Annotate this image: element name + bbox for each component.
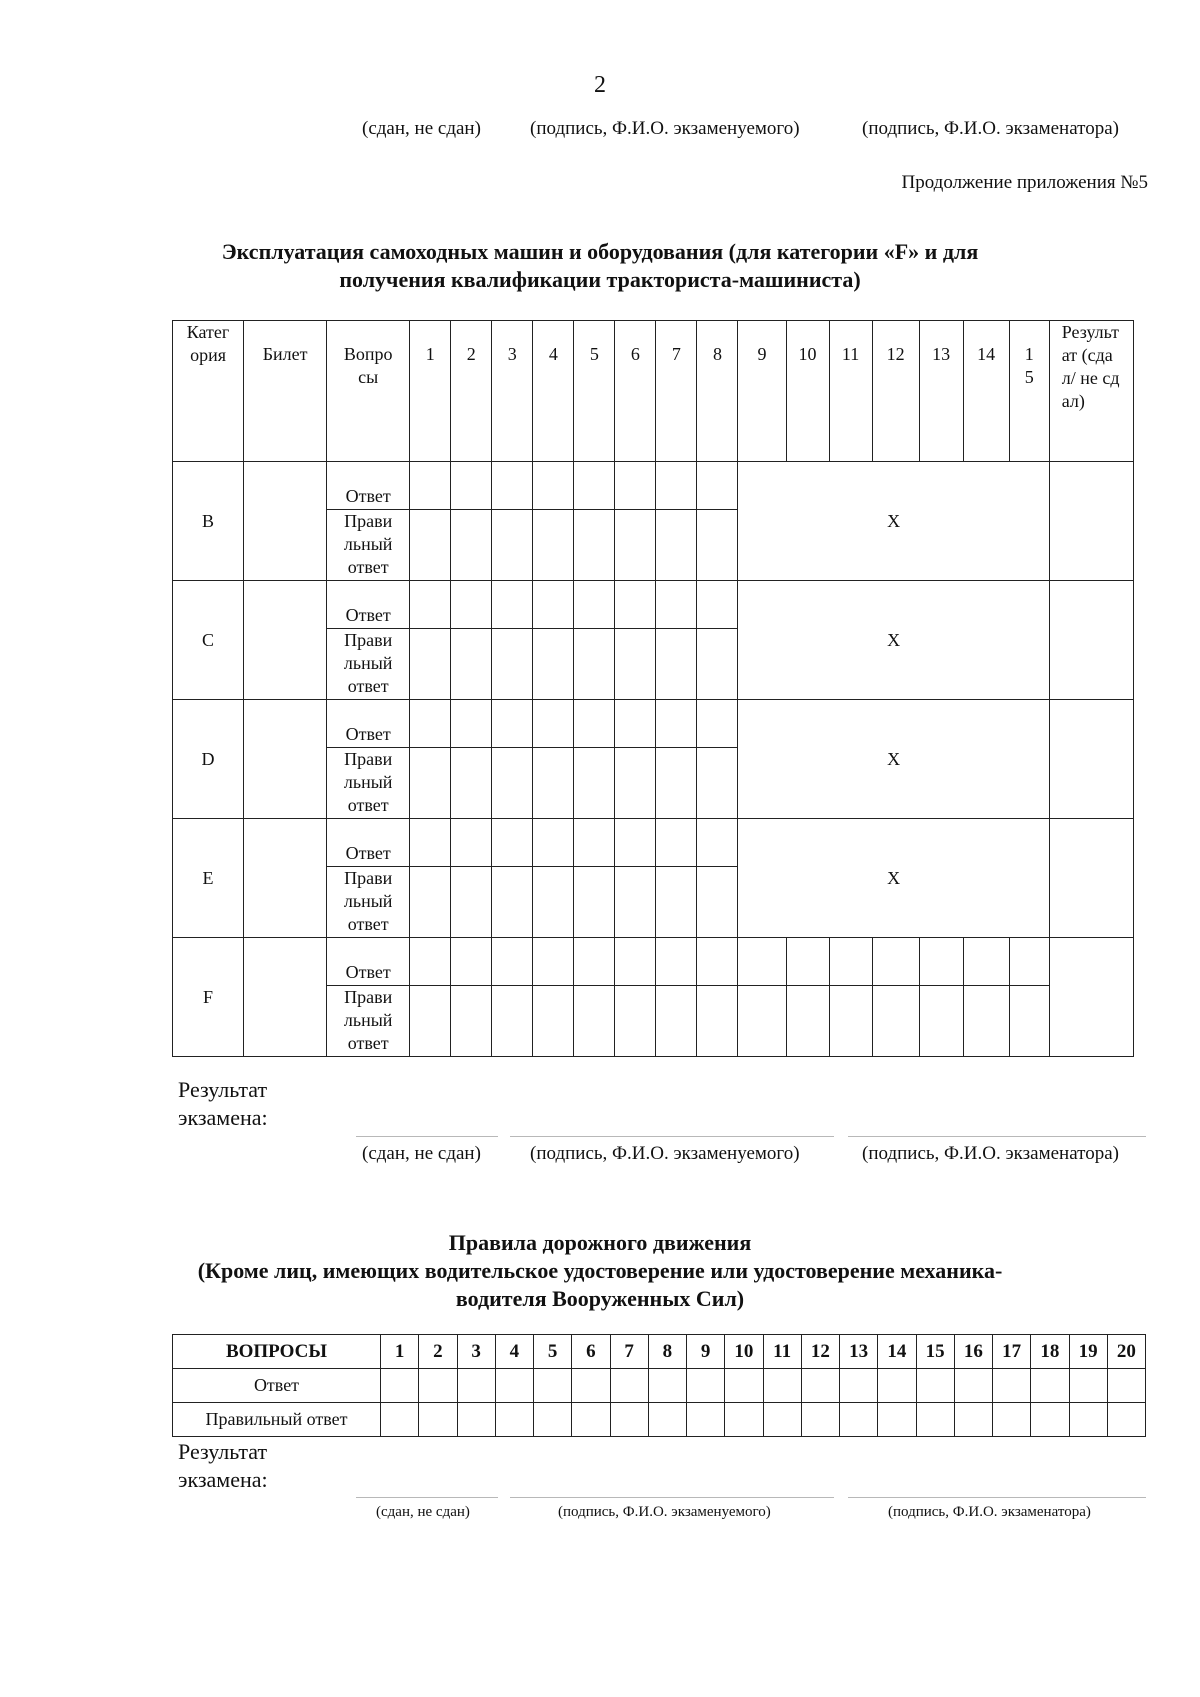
correct-answer-cell[interactable] xyxy=(615,867,656,938)
header-result: Результат (сдал/ не сдал) xyxy=(1049,321,1133,462)
examinee-signature-line xyxy=(510,1497,834,1498)
question-number-4: 4 xyxy=(495,1335,533,1369)
header-num-7: 7 xyxy=(656,321,697,462)
category-cell: E xyxy=(173,819,244,938)
examiner-caption: (подпись, Ф.И.О. экзаменатора) xyxy=(862,1143,1119,1164)
header-num-11: 11 xyxy=(829,321,872,462)
answer-cell[interactable] xyxy=(615,462,656,510)
examiner-caption: (подпись, Ф.И.О. экзаменатора) xyxy=(862,118,1119,139)
question-number-5: 5 xyxy=(534,1335,572,1369)
correct-answer-cell[interactable] xyxy=(574,867,615,938)
correct-answer-cell[interactable] xyxy=(1031,1403,1069,1437)
examinee-caption: (подпись, Ф.И.О. экзаменуемого) xyxy=(530,118,800,139)
examiner-signature-line xyxy=(848,1136,1146,1137)
header-num-13: 13 xyxy=(919,321,963,462)
correct-answer-cell[interactable] xyxy=(534,1403,572,1437)
answer-cell[interactable] xyxy=(993,1369,1031,1403)
correct-answer-cell[interactable] xyxy=(656,867,697,938)
correct-answer-cell[interactable] xyxy=(801,1403,839,1437)
answer-cell[interactable] xyxy=(763,1369,801,1403)
correct-answer-cell[interactable] xyxy=(451,510,492,581)
correct-answer-cell[interactable] xyxy=(648,1403,686,1437)
correct-answer-cell[interactable] xyxy=(656,510,697,581)
header-num-10: 10 xyxy=(786,321,829,462)
correct-row-label: Правильный ответ xyxy=(173,1403,381,1437)
answer-cell[interactable] xyxy=(533,581,574,629)
question-number-7: 7 xyxy=(610,1335,648,1369)
section2-title-line2: (Кроме лиц, имеющих водительское удостоверение или удостоверение механика- xyxy=(197,1258,1003,1283)
answer-cell[interactable] xyxy=(492,462,533,510)
result-cell[interactable] xyxy=(1049,938,1133,1057)
table-header-row xyxy=(173,1335,1146,1369)
answer-cell[interactable] xyxy=(697,581,738,629)
correct-answer-cell[interactable] xyxy=(697,867,738,938)
answer-cell[interactable] xyxy=(574,938,615,986)
not-applicable-mark: X xyxy=(738,700,1049,819)
correct-answer-cell[interactable] xyxy=(574,510,615,581)
answer-label: Ответ xyxy=(327,581,410,629)
category-answer-row xyxy=(173,581,1134,629)
correct-answer-cell[interactable] xyxy=(1009,986,1049,1057)
section1-title xyxy=(0,238,1200,294)
category-answer-row xyxy=(173,819,1134,867)
correct-answer-cell[interactable] xyxy=(457,1403,495,1437)
result-cell[interactable] xyxy=(1049,581,1133,700)
correct-answer-cell[interactable] xyxy=(1107,1403,1145,1437)
correct-answer-cell[interactable] xyxy=(656,748,697,819)
correct-answer-cell[interactable] xyxy=(572,1403,610,1437)
appendix-note: Продолжение приложения №5 xyxy=(901,172,1148,193)
answer-cell[interactable] xyxy=(451,700,492,748)
section1-title-line2: получения квалификации тракториста-машиниста) xyxy=(339,267,861,292)
ticket-cell[interactable] xyxy=(244,819,327,938)
answer-cell[interactable] xyxy=(574,819,615,867)
header-num-14: 14 xyxy=(963,321,1009,462)
category-cell: B xyxy=(173,462,244,581)
answer-cell[interactable] xyxy=(492,581,533,629)
correct-answer-label: Правильный ответ xyxy=(327,510,410,581)
ticket-cell[interactable] xyxy=(244,700,327,819)
correct-answer-cell[interactable] xyxy=(993,1403,1031,1437)
correct-answer-cell[interactable] xyxy=(492,986,533,1057)
result-cell[interactable] xyxy=(1049,462,1133,581)
answer-cell[interactable] xyxy=(451,462,492,510)
header-questions: Вопросы xyxy=(327,321,410,462)
answer-cell[interactable] xyxy=(615,819,656,867)
answer-cell[interactable] xyxy=(410,938,451,986)
correct-answer-cell[interactable] xyxy=(533,986,574,1057)
correct-answer-cell[interactable] xyxy=(738,986,786,1057)
answer-cell[interactable] xyxy=(574,581,615,629)
correct-answer-cell[interactable] xyxy=(687,1403,725,1437)
table-header-row xyxy=(173,321,1134,462)
correct-answer-cell[interactable] xyxy=(725,1403,763,1437)
correct-answer-label: Правильный ответ xyxy=(327,629,410,700)
category-cell: F xyxy=(173,938,244,1057)
question-number-6: 6 xyxy=(572,1335,610,1369)
correct-answer-cell[interactable] xyxy=(697,986,738,1057)
correct-answer-cell[interactable] xyxy=(410,510,451,581)
correct-answer-cell[interactable] xyxy=(451,629,492,700)
answer-cell[interactable] xyxy=(410,700,451,748)
result-cell[interactable] xyxy=(1049,819,1133,938)
answer-cell[interactable] xyxy=(963,938,1009,986)
correct-answer-cell[interactable] xyxy=(610,1403,648,1437)
section2-title-line3: водителя Вооруженных Сил) xyxy=(455,1286,745,1311)
category-cell: D xyxy=(173,700,244,819)
answer-label: Ответ xyxy=(327,462,410,510)
answer-cell[interactable] xyxy=(574,462,615,510)
correct-answer-cell[interactable] xyxy=(410,629,451,700)
not-applicable-mark: X xyxy=(738,819,1049,938)
answer-cell[interactable] xyxy=(697,938,738,986)
correct-answer-cell[interactable] xyxy=(492,629,533,700)
answer-cell[interactable] xyxy=(1009,938,1049,986)
ticket-cell[interactable] xyxy=(244,581,327,700)
correct-answer-cell[interactable] xyxy=(381,1403,419,1437)
answer-cell[interactable] xyxy=(534,1369,572,1403)
result-caption: (сдан, не сдан) xyxy=(376,1504,470,1520)
answer-cell[interactable] xyxy=(495,1369,533,1403)
category-answer-row xyxy=(173,462,1134,510)
answer-cell[interactable] xyxy=(572,1369,610,1403)
correct-answer-cell[interactable] xyxy=(615,748,656,819)
answer-cell[interactable] xyxy=(648,1369,686,1403)
correct-answer-cell[interactable] xyxy=(410,867,451,938)
question-number-20: 20 xyxy=(1107,1335,1145,1369)
answer-label: Ответ xyxy=(327,700,410,748)
correct-answer-cell[interactable] xyxy=(697,748,738,819)
correct-answer-label: Правильный ответ xyxy=(327,867,410,938)
result-signature-line xyxy=(356,1497,498,1498)
question-number-2: 2 xyxy=(419,1335,457,1369)
correct-answer-cell[interactable] xyxy=(574,986,615,1057)
answer-cell[interactable] xyxy=(574,700,615,748)
correct-answer-cell[interactable] xyxy=(492,867,533,938)
correct-answer-cell[interactable] xyxy=(878,1403,916,1437)
answer-cell[interactable] xyxy=(786,938,829,986)
answer-cell[interactable] xyxy=(656,581,697,629)
answer-cell[interactable] xyxy=(656,938,697,986)
answer-cell[interactable] xyxy=(697,462,738,510)
question-number-18: 18 xyxy=(1031,1335,1069,1369)
correct-answer-cell[interactable] xyxy=(410,986,451,1057)
answer-cell[interactable] xyxy=(533,462,574,510)
answer-cell[interactable] xyxy=(410,462,451,510)
answer-cell[interactable] xyxy=(610,1369,648,1403)
correct-answer-cell[interactable] xyxy=(697,629,738,700)
examiner-signature-line xyxy=(848,1497,1146,1498)
correct-answer-cell[interactable] xyxy=(919,986,963,1057)
answer-cell[interactable] xyxy=(410,581,451,629)
correct-answer-label: Правильный ответ xyxy=(327,748,410,819)
correct-answer-cell[interactable] xyxy=(656,629,697,700)
correct-answer-cell[interactable] xyxy=(697,510,738,581)
answer-cell[interactable] xyxy=(656,819,697,867)
correct-answer-cell[interactable] xyxy=(916,1403,954,1437)
examinee-signature-line xyxy=(510,1136,834,1137)
examinee-caption: (подпись, Ф.И.О. экзаменуемого) xyxy=(558,1504,771,1520)
examiner-caption: (подпись, Ф.И.О. экзаменатора) xyxy=(888,1504,1091,1520)
question-number-10: 10 xyxy=(725,1335,763,1369)
answer-cell[interactable] xyxy=(615,938,656,986)
result-caption: (сдан, не сдан) xyxy=(362,1143,481,1164)
header-num-3: 3 xyxy=(492,321,533,462)
not-applicable-mark: X xyxy=(738,462,1049,581)
header-num-5: 5 xyxy=(574,321,615,462)
question-number-15: 15 xyxy=(916,1335,954,1369)
correct-answer-cell[interactable] xyxy=(533,629,574,700)
correct-answer-cell[interactable] xyxy=(533,867,574,938)
question-number-8: 8 xyxy=(648,1335,686,1369)
ticket-cell[interactable] xyxy=(244,938,327,1057)
correct-answer-label: Правильный ответ xyxy=(327,986,410,1057)
answer-cell[interactable] xyxy=(533,938,574,986)
correct-answer-cell[interactable] xyxy=(963,986,1009,1057)
result-signature-line xyxy=(356,1136,498,1137)
answer-cell[interactable] xyxy=(725,1369,763,1403)
correct-answer-cell[interactable] xyxy=(492,748,533,819)
traffic-rules-exam-table xyxy=(172,1334,1146,1437)
answer-cell[interactable] xyxy=(492,938,533,986)
question-number-16: 16 xyxy=(954,1335,992,1369)
header-num-6: 6 xyxy=(615,321,656,462)
examinee-caption: (подпись, Ф.И.О. экзаменуемого) xyxy=(530,1143,800,1164)
correct-answer-cell[interactable] xyxy=(495,1403,533,1437)
answer-cell[interactable] xyxy=(656,700,697,748)
answer-cell[interactable] xyxy=(457,1369,495,1403)
header-num-9: 9 xyxy=(738,321,786,462)
answer-cell[interactable] xyxy=(451,819,492,867)
header-num-8: 8 xyxy=(697,321,738,462)
correct-answer-cell[interactable] xyxy=(954,1403,992,1437)
correct-answer-cell[interactable] xyxy=(451,986,492,1057)
question-number-19: 19 xyxy=(1069,1335,1107,1369)
section2-title xyxy=(0,1229,1200,1313)
section1-result-label: Результат экзамена: xyxy=(178,1077,268,1130)
answer-row xyxy=(173,1369,1146,1403)
correct-answer-cell[interactable] xyxy=(615,629,656,700)
answer-cell[interactable] xyxy=(410,819,451,867)
correct-answer-cell[interactable] xyxy=(656,986,697,1057)
correct-answer-cell[interactable] xyxy=(615,986,656,1057)
answer-cell[interactable] xyxy=(533,700,574,748)
header-ticket: Билет xyxy=(244,321,327,462)
answer-label: Ответ xyxy=(327,938,410,986)
category-answer-row xyxy=(173,938,1134,986)
correct-answer-cell[interactable] xyxy=(872,986,919,1057)
answer-cell[interactable] xyxy=(840,1369,878,1403)
exploitation-exam-table xyxy=(172,320,1134,1057)
question-number-1: 1 xyxy=(381,1335,419,1369)
answer-label: Ответ xyxy=(327,819,410,867)
answer-cell[interactable] xyxy=(878,1369,916,1403)
question-number-3: 3 xyxy=(457,1335,495,1369)
correct-answer-cell[interactable] xyxy=(829,986,872,1057)
answer-cell[interactable] xyxy=(829,938,872,986)
page-number: 2 xyxy=(594,72,606,98)
correct-answer-cell[interactable] xyxy=(419,1403,457,1437)
result-cell[interactable] xyxy=(1049,700,1133,819)
correct-answer-cell[interactable] xyxy=(763,1403,801,1437)
answer-cell[interactable] xyxy=(801,1369,839,1403)
result-caption: (сдан, не сдан) xyxy=(362,118,481,139)
correct-answer-cell[interactable] xyxy=(786,986,829,1057)
category-cell: C xyxy=(173,581,244,700)
answer-row-label: Ответ xyxy=(173,1369,381,1403)
category-answer-row xyxy=(173,700,1134,748)
correct-answer-cell[interactable] xyxy=(574,748,615,819)
question-number-9: 9 xyxy=(687,1335,725,1369)
header-num-2: 2 xyxy=(451,321,492,462)
correct-answer-cell[interactable] xyxy=(533,748,574,819)
ticket-cell[interactable] xyxy=(244,462,327,581)
section2-result-label: Результат экзамена: xyxy=(178,1439,268,1492)
answer-cell[interactable] xyxy=(492,700,533,748)
answer-cell[interactable] xyxy=(919,938,963,986)
answer-cell[interactable] xyxy=(492,819,533,867)
answer-cell[interactable] xyxy=(687,1369,725,1403)
correct-answer-cell[interactable] xyxy=(533,510,574,581)
answer-cell[interactable] xyxy=(697,700,738,748)
correct-answer-cell[interactable] xyxy=(492,510,533,581)
answer-cell[interactable] xyxy=(533,819,574,867)
correct-answer-cell[interactable] xyxy=(840,1403,878,1437)
answer-cell[interactable] xyxy=(1107,1369,1145,1403)
header-num-15: 15 xyxy=(1009,321,1049,462)
answer-cell[interactable] xyxy=(615,700,656,748)
questions-header: ВОПРОСЫ xyxy=(173,1335,381,1369)
answer-cell[interactable] xyxy=(738,938,786,986)
correct-answer-row xyxy=(173,1403,1146,1437)
correct-answer-cell[interactable] xyxy=(574,629,615,700)
answer-cell[interactable] xyxy=(419,1369,457,1403)
section1-title-line1: Эксплуатация самоходных машин и оборудования (для категории «F» и для xyxy=(221,239,979,264)
question-number-12: 12 xyxy=(801,1335,839,1369)
question-number-17: 17 xyxy=(993,1335,1031,1369)
header-num-4: 4 xyxy=(533,321,574,462)
correct-answer-cell[interactable] xyxy=(615,510,656,581)
question-number-13: 13 xyxy=(840,1335,878,1369)
header-category: Категория xyxy=(173,321,244,462)
answer-cell[interactable] xyxy=(872,938,919,986)
header-num-12: 12 xyxy=(872,321,919,462)
answer-cell[interactable] xyxy=(656,462,697,510)
correct-answer-cell[interactable] xyxy=(1069,1403,1107,1437)
correct-answer-cell[interactable] xyxy=(451,867,492,938)
answer-cell[interactable] xyxy=(916,1369,954,1403)
correct-answer-cell[interactable] xyxy=(451,748,492,819)
correct-answer-cell[interactable] xyxy=(410,748,451,819)
header-num-1: 1 xyxy=(410,321,451,462)
answer-cell[interactable] xyxy=(451,938,492,986)
answer-cell[interactable] xyxy=(1069,1369,1107,1403)
not-applicable-mark: X xyxy=(738,581,1049,700)
answer-cell[interactable] xyxy=(615,581,656,629)
question-number-11: 11 xyxy=(763,1335,801,1369)
answer-cell[interactable] xyxy=(381,1369,419,1403)
answer-cell[interactable] xyxy=(954,1369,992,1403)
answer-cell[interactable] xyxy=(697,819,738,867)
answer-cell[interactable] xyxy=(451,581,492,629)
section2-title-line1: Правила дорожного движения xyxy=(448,1230,752,1255)
answer-cell[interactable] xyxy=(1031,1369,1069,1403)
question-number-14: 14 xyxy=(878,1335,916,1369)
